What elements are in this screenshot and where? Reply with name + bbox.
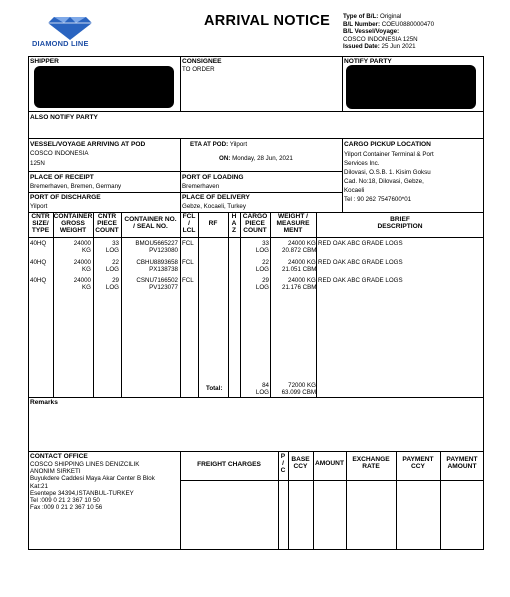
bl-vessel-label: B/L Vessel/Voyage: bbox=[343, 28, 400, 36]
col-header-line: / bbox=[282, 460, 284, 468]
col-header-line: CNTR bbox=[97, 213, 117, 220]
document-title: ARRIVAL NOTICE bbox=[204, 13, 331, 29]
col-header-line: FCL bbox=[182, 213, 196, 220]
col-header-line: PIECE bbox=[245, 220, 265, 228]
col-header-line: COUNT bbox=[243, 227, 267, 235]
gross-value: 24000 bbox=[73, 240, 91, 247]
col-header-line: CCY bbox=[293, 463, 308, 471]
col-header-line: P bbox=[280, 453, 286, 460]
cargo-count: 29 bbox=[262, 277, 269, 284]
container-number: CSNU7166502 bbox=[136, 277, 178, 284]
col-header-line: CCY bbox=[411, 463, 425, 471]
row-weight-measure bbox=[272, 277, 316, 291]
col-haz bbox=[228, 213, 240, 235]
gross-unit: KG bbox=[82, 284, 91, 292]
row-cargo bbox=[240, 240, 269, 254]
col-header-line: BRIEF bbox=[390, 216, 410, 223]
col-rf: RF bbox=[208, 220, 218, 227]
cargo-unit: LOG bbox=[255, 284, 269, 292]
on-label: ON: bbox=[219, 155, 231, 162]
row-size: 40HQ bbox=[30, 259, 47, 266]
issued-date-value: 25 Jun 2021 bbox=[381, 43, 416, 51]
row-gross bbox=[53, 240, 91, 254]
weight-value: 24000 KG bbox=[288, 259, 316, 266]
port-discharge-value: Yilport bbox=[30, 203, 48, 210]
col-header-line: PAYMENT bbox=[446, 456, 478, 463]
cargo-pickup-lines bbox=[344, 151, 434, 204]
also-notify-label: ALSO NOTIFY PARTY bbox=[30, 114, 98, 121]
col-header-line: RATE bbox=[362, 463, 380, 471]
bl-type-label: Type of B/L: bbox=[343, 13, 379, 20]
seal-number: PV123077 bbox=[149, 284, 178, 292]
total-label: Total: bbox=[206, 385, 223, 392]
col-header-line: MEASURE bbox=[276, 220, 310, 228]
cargo-unit: LOG bbox=[255, 266, 269, 274]
col-container-weight bbox=[53, 213, 93, 235]
total-weight-measure bbox=[270, 382, 316, 396]
vessel-pod-line2: 125N bbox=[30, 160, 45, 167]
row-description: RED OAK ABC GRADE LOGS bbox=[318, 259, 403, 266]
notify-extra: 1 bbox=[468, 70, 472, 77]
row-fcl: FCL bbox=[182, 240, 194, 247]
row-size: 40HQ bbox=[30, 277, 47, 284]
payment-amount-header bbox=[440, 456, 484, 470]
vessel-pod-line1: COSCO INDONESIA bbox=[30, 150, 89, 157]
gross-value: 24000 bbox=[73, 259, 91, 266]
row-container-no bbox=[121, 240, 178, 254]
contact-line: ANONIM SIRKETI bbox=[30, 468, 81, 476]
piece-value: 33 bbox=[112, 240, 119, 247]
col-header-line: / bbox=[188, 220, 190, 228]
col-cntr-piece bbox=[93, 213, 121, 235]
col-header-line: BASE bbox=[291, 456, 310, 463]
total-cargo bbox=[240, 382, 269, 396]
notify-redaction bbox=[346, 65, 476, 109]
exchange-rate-header bbox=[346, 456, 396, 470]
row-fcl: FCL bbox=[182, 277, 194, 284]
col-header-line: GROSS bbox=[61, 220, 85, 228]
piece-value: 29 bbox=[112, 277, 119, 284]
col-header-line: CONTAINER bbox=[53, 213, 93, 220]
piece-unit: LOG bbox=[105, 284, 119, 292]
col-header-line: PIECE bbox=[97, 220, 117, 228]
bl-type-value: Original bbox=[380, 13, 402, 20]
seal-number: PX138738 bbox=[149, 266, 178, 274]
col-header-line: CNTR bbox=[31, 213, 50, 220]
row-fcl: FCL bbox=[182, 259, 194, 266]
vessel-pod-label: VESSEL/VOYAGE ARRIVING AT POD bbox=[30, 141, 146, 148]
eta-label: ETA AT POD: bbox=[190, 141, 229, 148]
total-weight: 72000 KG bbox=[288, 382, 316, 389]
container-number: CBHU8893658 bbox=[136, 259, 178, 266]
bl-number-label: B/L Number: bbox=[343, 20, 381, 28]
contact-line: COSCO SHIPPING LINES DENIZCILIK bbox=[30, 461, 140, 468]
weight-value: 24000 KG bbox=[288, 277, 316, 284]
weight-value: 24000 KG bbox=[288, 240, 316, 247]
col-cntr-size bbox=[28, 213, 53, 235]
col-header-line: / SEAL NO. bbox=[133, 223, 168, 231]
issued-date-label: Issued Date: bbox=[343, 43, 380, 51]
col-header-line: Z bbox=[231, 227, 237, 235]
col-header-line: SIZE/ bbox=[32, 220, 49, 228]
contact-line: Buyukdere Caddesi Maya Akar Center B Blok bbox=[30, 475, 155, 483]
row-gross bbox=[53, 277, 91, 291]
piece-value: 22 bbox=[112, 259, 119, 266]
gross-unit: KG bbox=[82, 266, 91, 274]
amount-header: AMOUNT bbox=[315, 460, 344, 467]
row-weight-measure bbox=[272, 240, 316, 254]
row-weight-measure bbox=[272, 259, 316, 273]
contact-line: Esentepe 34394,ISTANBUL-TURKEY bbox=[30, 489, 134, 497]
cargo-pickup-line: Services Inc. bbox=[344, 159, 380, 167]
cargo-pickup-line: Kocaeli bbox=[344, 186, 365, 194]
row-cargo bbox=[240, 259, 269, 273]
col-header-line: PAYMENT bbox=[402, 456, 434, 463]
company-logo bbox=[30, 14, 110, 48]
cargo-pickup-line: Cad. No:18, Dilovasi, Gebze, bbox=[344, 177, 424, 185]
piece-unit: LOG bbox=[105, 247, 119, 255]
freight-charges-header: FREIGHT CHARGES bbox=[197, 461, 261, 468]
col-header-line: A bbox=[231, 220, 237, 228]
seal-number: PV123080 bbox=[149, 247, 178, 255]
notify-party-label: NOTIFY PARTY bbox=[344, 58, 392, 65]
col-container-no bbox=[121, 216, 180, 230]
total-cargo-count: 84 bbox=[262, 382, 269, 389]
eta-port: Yilport bbox=[229, 141, 248, 148]
eta-date bbox=[219, 155, 293, 162]
piece-unit: LOG bbox=[105, 266, 119, 274]
col-header-line: C bbox=[280, 467, 286, 475]
col-header-line: CONTAINER NO. bbox=[124, 216, 177, 223]
col-fcl bbox=[180, 213, 198, 235]
row-piece bbox=[93, 240, 119, 254]
place-receipt-value: Bremerhaven, Bremen, Germany bbox=[30, 183, 122, 190]
cargo-pickup-label: CARGO PICKUP LOCATION bbox=[344, 141, 431, 148]
consignee-value: TO ORDER bbox=[182, 66, 215, 73]
contact-office-label: CONTACT OFFICE bbox=[30, 453, 88, 460]
cargo-count: 33 bbox=[262, 240, 269, 247]
bl-meta-block bbox=[343, 13, 434, 51]
on-value: Monday, 28 Jun, 2021 bbox=[232, 155, 293, 162]
shipper-redaction bbox=[34, 66, 174, 108]
col-header-line: H bbox=[231, 213, 237, 220]
bl-vessel-value: COSCO INDONESIA 125N bbox=[343, 35, 418, 43]
contact-line: Kat:21 bbox=[30, 482, 48, 490]
col-brief-description bbox=[316, 216, 484, 230]
col-cargo-piece bbox=[240, 213, 270, 235]
container-number: BMOU5665227 bbox=[135, 240, 178, 247]
contact-line: Tel :009 0 21 2 367 10 50 bbox=[30, 497, 100, 505]
consignee-label: CONSIGNEE bbox=[182, 58, 222, 65]
row-container-no bbox=[121, 277, 178, 291]
col-header-line: WEIGHT / bbox=[277, 213, 309, 220]
cargo-unit: LOG bbox=[255, 247, 269, 255]
col-weight-measure bbox=[270, 213, 316, 235]
row-cargo bbox=[240, 277, 269, 291]
base-ccy-header bbox=[288, 456, 313, 470]
port-discharge-label: PORT OF DISCHARGE bbox=[30, 194, 101, 201]
cargo-pickup-line: Dilovasi, O.S.B. 1. Kisim Goksu bbox=[344, 168, 431, 176]
port-loading-label: PORT OF LOADING bbox=[182, 174, 244, 181]
col-header-line: WEIGHT bbox=[59, 227, 87, 235]
eta-pod bbox=[190, 141, 247, 148]
row-size: 40HQ bbox=[30, 240, 47, 247]
row-gross bbox=[53, 259, 91, 273]
cargo-count: 22 bbox=[262, 259, 269, 266]
cargo-pickup-line: Yilport Container Terminal & Port bbox=[344, 151, 434, 158]
contact-lines bbox=[30, 461, 155, 511]
col-header-line: CARGO bbox=[242, 213, 268, 220]
place-delivery-value: Gebze, Kocaeli, Turkey bbox=[182, 203, 246, 210]
total-measure: 63.099 CBM bbox=[281, 389, 316, 397]
place-receipt-label: PLACE OF RECEIPT bbox=[30, 174, 94, 181]
port-loading-value: Bremerhaven bbox=[182, 183, 220, 190]
row-description: RED OAK ABC GRADE LOGS bbox=[318, 277, 403, 284]
col-header-line: DESCRIPTION bbox=[377, 223, 423, 231]
bl-number-value: COEU0880000470 bbox=[381, 20, 435, 28]
place-delivery-label: PLACE OF DELIVERY bbox=[182, 194, 250, 201]
col-header-line: TYPE bbox=[31, 227, 50, 235]
row-piece bbox=[93, 277, 119, 291]
contact-line: Fax :009 0 21 2 367 10 56 bbox=[30, 504, 103, 512]
col-header-line: AMOUNT bbox=[447, 463, 477, 471]
remarks-label: Remarks bbox=[30, 399, 58, 406]
pc-header bbox=[278, 453, 288, 475]
col-header-line: MENT bbox=[283, 227, 303, 235]
shipper-label: SHIPPER bbox=[30, 58, 59, 65]
col-header-line: COUNT bbox=[95, 227, 119, 235]
gross-unit: KG bbox=[82, 247, 91, 255]
measure-value: 21.176 CBM bbox=[282, 284, 317, 292]
total-cargo-unit: LOG bbox=[255, 389, 269, 397]
col-header-line: LCL bbox=[182, 227, 196, 235]
payment-ccy-header bbox=[396, 456, 440, 470]
logo-text: DIAMOND LINE bbox=[32, 39, 89, 48]
col-header-line: EXCHANGE bbox=[352, 456, 390, 463]
gross-value: 24000 bbox=[73, 277, 91, 284]
measure-value: 21.051 CBM bbox=[282, 266, 317, 274]
measure-value: 20.872 CBM bbox=[282, 247, 317, 255]
row-description: RED OAK ABC GRADE LOGS bbox=[318, 240, 403, 247]
cargo-pickup-line: Tel : 90 262 7547600*01 bbox=[344, 195, 412, 203]
row-container-no bbox=[121, 259, 178, 273]
row-piece bbox=[93, 259, 119, 273]
